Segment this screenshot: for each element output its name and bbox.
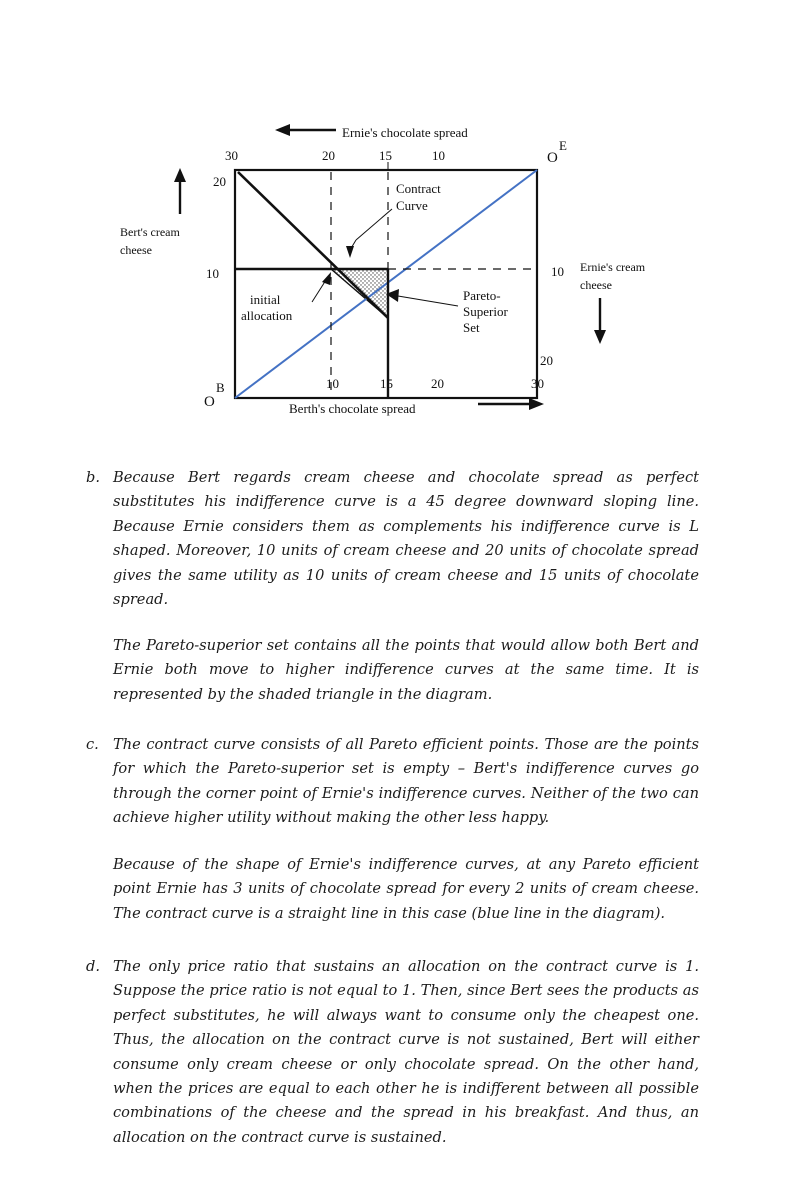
bottom-tick-20: 20 [431, 376, 444, 391]
left-tick-10: 10 [206, 266, 219, 281]
pareto-label-1: Pareto- [463, 288, 501, 303]
right-axis-label-1: Ernie's cream [580, 260, 646, 274]
origin-bert-o: O [204, 394, 215, 410]
top-axis-label: Ernie's chocolate spread [342, 125, 468, 140]
bottom-right-arrow-head [529, 398, 544, 410]
left-tick-20: 20 [213, 174, 226, 189]
right-tick-10: 10 [551, 264, 564, 279]
contract-curve-pointer [356, 209, 392, 240]
section-d-marker: d. [86, 958, 100, 975]
bottom-axis-label: Berth's chocolate spread [289, 401, 416, 416]
pareto-pointer [398, 296, 458, 306]
contract-curve-label-1: Contract [396, 181, 441, 196]
top-tick-20: 20 [322, 148, 335, 163]
right-tick-20: 20 [540, 353, 553, 368]
section-d-paragraph-1: The only price ratio that sustains an allocation on the contract curve is 1. Suppose the price ratio is not equal to 1. Then, since Bert sees the products as perfect substitutes, he will always want to consume only the cheapest one. Thus, the allocation on the contract curve is not sustained, Bert will either consume only cream cheese or only chocolate spread. On the other hand, when the prices are equal to each other he is indifferent between all possible combinations of the cheese and the spread in his breakfast. And thus, an allocation on the contract curve is sustained. [113, 958, 699, 1146]
bottom-tick-15: 15 [380, 376, 393, 391]
pareto-label-3: Set [463, 320, 480, 335]
left-up-arrow-head [174, 168, 186, 182]
section-c-paragraph-2: Because of the shape of Ernie's indifference curves, at any Pareto efficient point Ernie has 3 units of chocolate spread for every 2 units of cream cheese. The contract curve is a straight line in this case (blue line in the diagram). [113, 856, 699, 922]
contract-curve-line [235, 170, 537, 398]
top-left-arrow-head [275, 124, 290, 136]
initial-allocation-label-1: initial [250, 292, 281, 307]
top-tick-30: 30 [225, 148, 238, 163]
bottom-tick-30: 30 [531, 376, 544, 391]
right-down-arrow-head [594, 330, 606, 344]
left-axis-label-2: cheese [120, 243, 152, 257]
top-tick-10: 10 [432, 148, 445, 163]
edgeworth-box-figure [0, 0, 788, 430]
bottom-tick-10: 10 [326, 376, 339, 391]
top-tick-15: 15 [379, 148, 392, 163]
section-b-marker: b. [86, 469, 100, 486]
pareto-label-2: Superior [463, 304, 508, 319]
contract-curve-label-2: Curve [396, 198, 428, 213]
initial-allocation-pointer-head [322, 272, 331, 285]
initial-allocation-pointer [312, 280, 326, 302]
initial-allocation-label-2: allocation [241, 308, 293, 323]
section-b-paragraph-2: The Pareto-superior set contains all the points that would allow both Bert and Ernie both move to higher indifference curves at the same time. It is represented by the shaded triangle in the diagram. [113, 637, 699, 703]
section-c-paragraph-1: The contract curve consists of all Pareto efficient points. Those are the points for which the Pareto-superior set is empty – Bert's indifference curves go through the corner point of Ernie's indifference curves. Neither of the two can achieve higher utility without making the other less happy. [113, 736, 699, 827]
contract-curve-pointer-head [346, 246, 354, 258]
left-axis-label-1: Bert's cream [120, 225, 180, 239]
origin-ernie-e: E [559, 138, 567, 153]
origin-ernie-o: O [547, 150, 558, 166]
section-b-paragraph-1: Because Bert regards cream cheese and chocolate spread as perfect substitutes his indifference curve is a 45 degree downward sloping line. Because Ernie considers them as complements his indifference curve is L shaped. Moreover, 10 units of cream cheese and 20 units of chocolate spread gives the same utility as 10 units of cream cheese and 15 units of chocolate spread. [113, 469, 699, 609]
right-axis-label-2: cheese [580, 278, 612, 292]
section-c-marker: c. [86, 736, 99, 753]
origin-bert-b: B [216, 380, 225, 395]
